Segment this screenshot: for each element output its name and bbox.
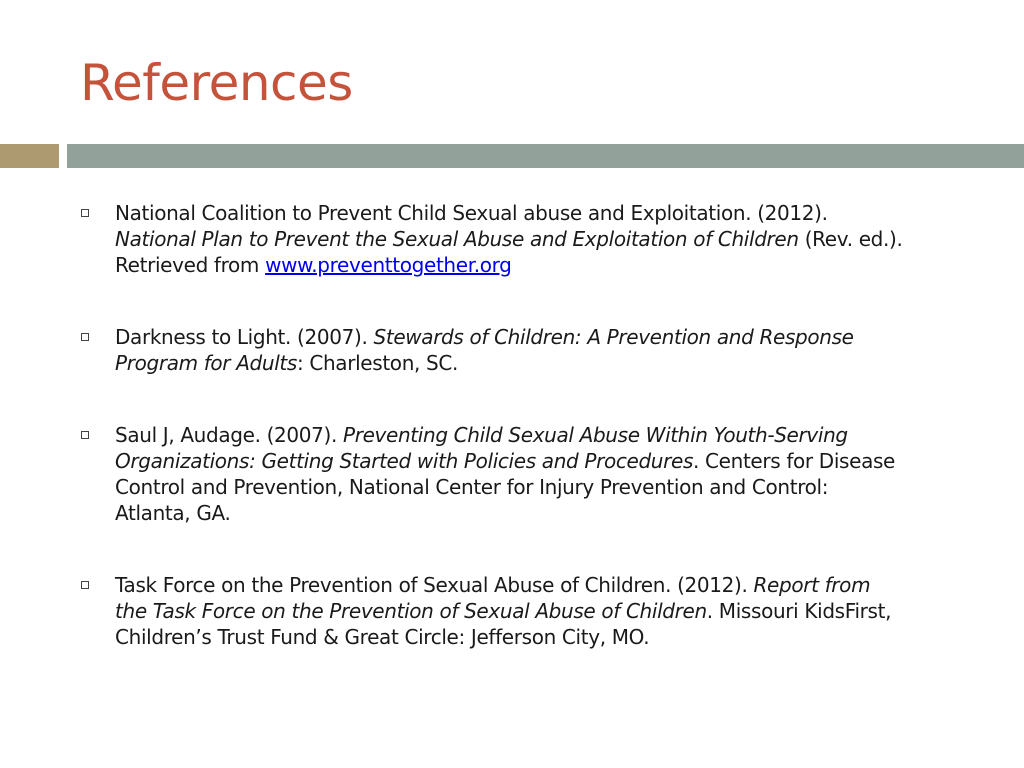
reference-item <box>78 422 978 526</box>
reference-text: Atlanta, GA. <box>115 501 231 525</box>
reference-line <box>115 474 978 500</box>
reference-line <box>115 422 978 448</box>
reference-line <box>115 324 978 350</box>
reference-line <box>115 252 978 278</box>
reference-title: Preventing Child Sexual Abuse Within Youth-Serving <box>343 423 848 447</box>
reference-text: Retrieved from <box>115 253 266 277</box>
references-list <box>78 200 978 650</box>
title-accent-bar <box>0 144 59 168</box>
reference-text: (Rev. ed.). <box>798 227 903 251</box>
reference-text: Saul J, Audage. (2007). <box>115 423 343 447</box>
reference-text: Task Force on the Prevention of Sexual Abuse of Children. (2012). <box>115 573 754 597</box>
reference-title: Report from <box>753 573 871 597</box>
reference-text: . Centers for Disease <box>693 449 896 473</box>
reference-line <box>115 200 978 226</box>
reference-line <box>115 500 978 526</box>
reference-item <box>78 572 978 650</box>
reference-text: National Coalition to Prevent Child Sexual abuse and Exploitation. (2012). <box>115 201 828 225</box>
reference-title: National Plan to Prevent the Sexual Abuse and Exploitation of Children <box>115 227 799 251</box>
square-bullet-icon <box>81 431 89 439</box>
reference-title: Program for Adults <box>115 351 297 375</box>
slide-title: References <box>80 54 353 112</box>
reference-text: . Missouri KidsFirst, <box>706 599 892 623</box>
reference-title: Stewards of Children: A Prevention and Response <box>373 325 854 349</box>
reference-text: Control and Prevention, National Center for Injury Prevention and Control: <box>115 475 829 499</box>
square-bullet-icon <box>81 333 89 341</box>
reference-text: Darkness to Light. (2007). <box>115 325 374 349</box>
reference-title: the Task Force on the Prevention of Sexual Abuse of Children <box>115 599 707 623</box>
reference-text: : Charleston, SC. <box>296 351 459 375</box>
reference-line <box>115 598 978 624</box>
preventtogether-link[interactable]: www.preventtogether.org <box>265 253 512 277</box>
reference-line <box>115 572 978 598</box>
reference-title: Organizations: Getting Started with Policies and Procedures <box>115 449 694 473</box>
square-bullet-icon <box>81 581 89 589</box>
square-bullet-icon <box>81 209 89 217</box>
reference-line <box>115 226 978 252</box>
reference-text: Children’s Trust Fund & Great Circle: Jefferson City, MO. <box>115 625 650 649</box>
title-divider-bar <box>67 144 1024 168</box>
reference-line <box>115 448 978 474</box>
reference-item <box>78 324 978 376</box>
reference-item <box>78 200 978 278</box>
reference-line <box>115 350 978 376</box>
reference-line <box>115 624 978 650</box>
